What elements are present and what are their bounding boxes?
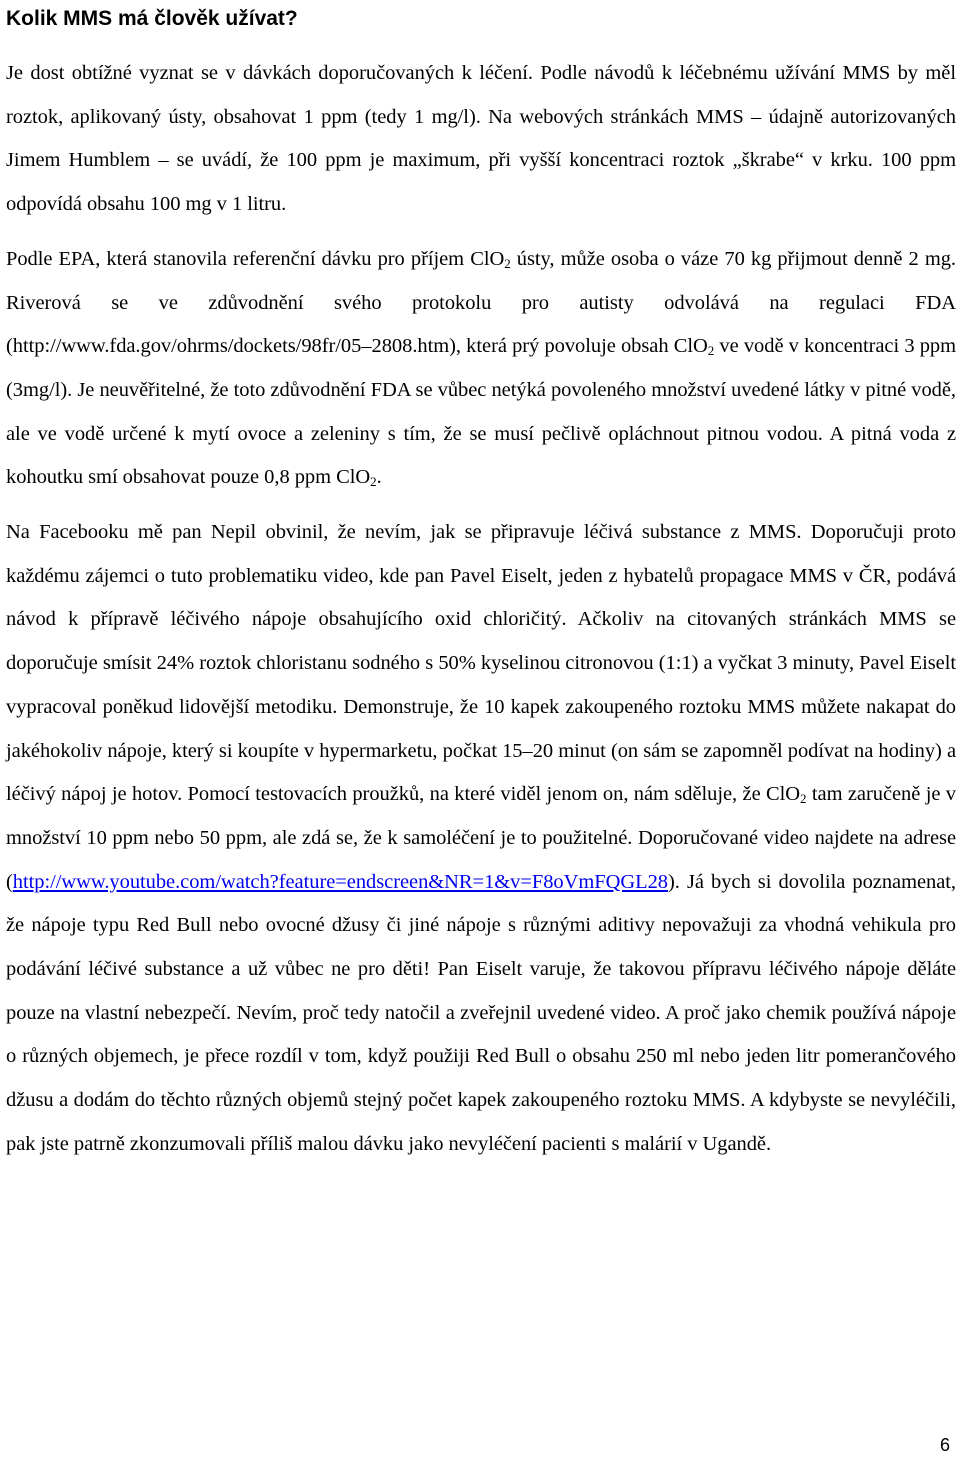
- paragraph-epa-fda: [6, 238, 956, 500]
- text-run: ). Já bych si dovolila poznamenat, že nápoje typu Red Bull nebo ovocné džusy či jiné nápoje s různými aditivy nepovažuji za vhodná vehikula pro podávání léčivé substance a už vůbec ne pro děti! Pan Eiselt varuje, že takovou přípravu léčivého nápoje děláte pouze na vlastní nebezpečí. Nevím, proč tedy natočil a zveřejnil uvedené video. A proč jako chemik používá nápoje o různých objemech, je přece rozdíl v tom, když použiji Red Bull o obsahu 250 ml nebo jeden litr pomerančového džusu a dodám do těchto různých objemů stejný počet kapek zakoupeného roztoku MMS. A kdybyste se nevyléčili, pak jste patrně zkonzumovali příliš malou dávku jako nevyléčení pacienti s malárií v Ugandě.: [6, 870, 956, 1155]
- page-number: 6: [939, 1435, 950, 1455]
- text-run: Podle EPA, která stanovila referenční dávku pro příjem ClO: [6, 247, 505, 270]
- subscript-2: 2: [504, 255, 511, 271]
- subscript-2: 2: [800, 791, 807, 807]
- document-page: [6, 0, 956, 1167]
- section-heading: Kolik MMS má člověk užívat?: [6, 7, 298, 30]
- youtube-video-link[interactable]: http://www.youtube.com/watch?feature=endscreen&NR=1&v=F8oVmFQGL28: [12, 870, 669, 893]
- subscript-2: 2: [707, 343, 715, 359]
- text-run: ústy, může osoba o váze 70 kg přijmout denně 2 mg. Riverová se ve zdůvodnění svého protokolu pro autisty odvolává na regulaci FDA (http://www.fda.gov/ohrms/dockets/98fr/05–2808.htm), která prý povoluje obsah ClO: [6, 247, 956, 358]
- text-run: ve vodě v koncentraci 3 ppm (3mg/l). Je neuvěřitelné, že toto zdůvodnění FDA se vůbec netýká povoleného množství uvedené látky v pitné vodě, ale ve vodě určené k mytí ovoce a zeleniny s tím, že se musí pečlivě opláchnout pitnou vodou. A pitná voda z kohoutku smí obsahovat pouze 0,8 ppm ClO: [6, 335, 956, 489]
- text-run: tam zaručeně je v množství 10 ppm nebo 50 ppm, ale zdá se, že k samoléčení je to použitelné. Doporučované video najdete na adrese (: [6, 783, 956, 893]
- text-run: .: [376, 466, 382, 489]
- paragraph-dosage-intro: Je dost obtížné vyznat se v dávkách doporučovaných k léčení. Podle návodů k léčebnému užívání MMS by měl roztok, aplikovaný ústy, obsahovat 1 ppm (tedy 1 mg/l). Na webových stránkách MMS – údajně autorizovaných Jimem Humblem – se uvádí, že 100 ppm je maximum, při vyšší koncentraci roztok „škrabe“ v krku. 100 ppm odpovídá obsahu 100 mg v 1 litru.: [6, 62, 956, 216]
- subscript-2: 2: [370, 474, 377, 490]
- paragraph-facebook-video: [6, 511, 956, 1167]
- text-run: Na Facebooku mě pan Nepil obvinil, že nevím, jak se připravuje léčivá substance z MMS. Doporučuji proto každému zájemci o tuto problematiku video, kde pan Pavel Eiselt, jeden z hybatelů propagace MMS v ČR, podává návod k přípravě léčivého nápoje obsahujícího oxid chloričitý. Ačkoliv na citovaných stránkách MMS se doporučuje smísit 24% roztok chloristanu sodného s 50% kyselinou citronovou (1:1) a vyčkat 3 minuty, Pavel Eiselt vypracoval poněkud lidovější metodiku. Demonstruje, že 10 kapek zakoupeného roztoku MMS můžete nakapat do jakéhokoliv nápoje, který si koupíte v hypermarketu, počkat 15–20 minut (on sám se zapomněl podívat na hodiny) a léčivý nápoj je hotov. Pomocí testovacích proužků, na které viděl jenom on, nám sděluje, že ClO: [6, 521, 956, 806]
